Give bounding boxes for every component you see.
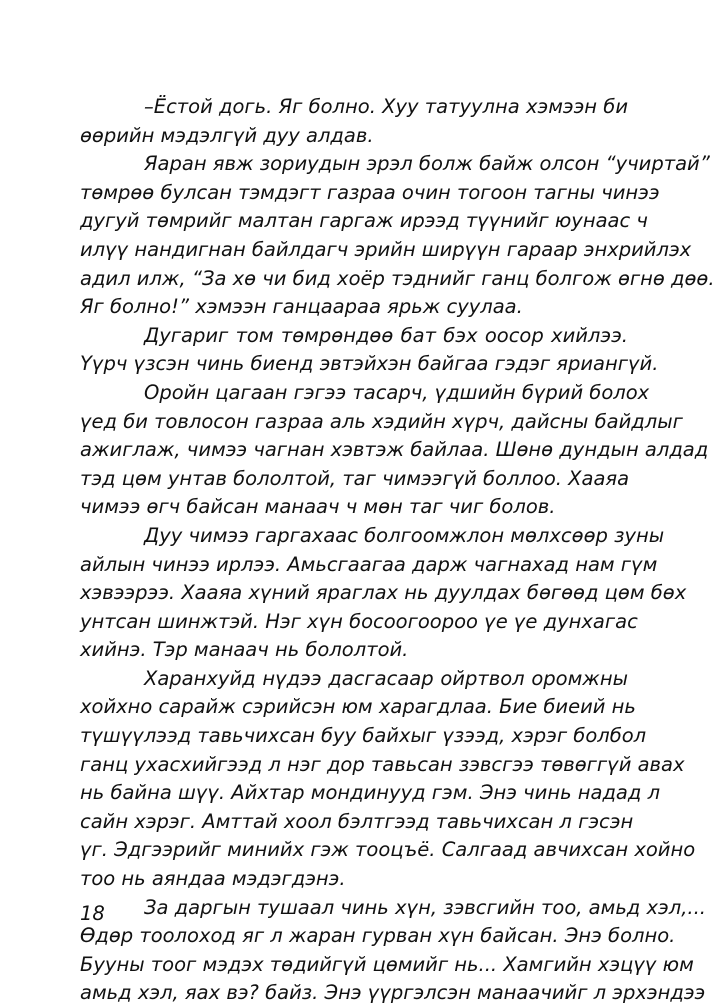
text-line: адил илж, “За хө чи бид хоёр тэднийг ганц болгож өгнө дөө.: [80, 266, 715, 290]
text-line: хэвээрээ. Хааяа хүний яраглах нь дуулдах бөгөөд цөм бөх: [80, 581, 687, 605]
paragraph: [80, 379, 709, 522]
text-line: дугуй төмрийг малтан гаргаж ирээд түүнийг юунаас ч: [80, 209, 648, 233]
text-line: үед би товлосон газраа аль хэдийн хүрч, дайсны байдлыг: [80, 409, 683, 433]
paragraph: [80, 894, 706, 1008]
text-line: Өдөр тоолоход яг л жаран гурван хүн байсан. Энэ болно.: [80, 924, 676, 948]
text-line: Харанхуйд нүдээ дасгасаар ойртвол оромжны: [144, 666, 628, 690]
text-line: Яг болно!” хэмээн ганцаараа ярьж суулаа.: [80, 295, 523, 319]
text-line: Бууны тоог мэдэх төдийгүй цөмийг нь... Хамгийн хэцүү юм: [80, 952, 694, 976]
text-line: За даргын тушаал чинь хүн, зэвсгийн тоо, амьд хэл,...: [144, 895, 706, 919]
text-line: илүү нандигнан байлдагч эрийн ширүүн гараар энхрийлэх: [80, 237, 692, 261]
text-line: хойхно сарайж сэрийсэн юм харагдлаа. Бие биеий нь: [80, 695, 636, 719]
text-line: Дугариг том төмрөндөө бат бэх оосор хийлээ.: [144, 323, 628, 347]
text-line: Дуу чимээ гаргахаас болгоомжлон мөлхсөөр зуны: [144, 523, 665, 547]
page-number: 18: [80, 902, 105, 925]
text-line: Оройн цагаан гэгээ тасарч, үдшийн бүрий болох: [144, 380, 650, 404]
text-line: –Ёстой догь. Яг болно. Хуу татуулна хэмээн би: [144, 95, 628, 118]
text-line: чимээ өгч байсан манаач ч мөн таг чиг болов.: [80, 495, 556, 519]
paragraph: [80, 150, 715, 322]
body-text: [80, 93, 715, 1008]
text-line: амьд хэл, яах вэ? байз. Энэ үүргэлсэн манаачийг л эрхэндээ: [80, 981, 706, 1005]
text-line: үг. Эдгээрийг минийх гэж тооцъё. Салгаад авчихсан хойно: [80, 838, 696, 862]
text-line: Яаран явж зориудын эрэл болж байж олсон “учиртай”: [144, 152, 710, 176]
text-line: айлын чинээ ирлээ. Амьсгаагаа дарж чагнахад нам гүм: [80, 552, 658, 576]
text-line: сайн хэрэг. Амттай хоол бэлтгээд тавьчихсан л гэсэн: [80, 809, 634, 833]
paragraph: [80, 522, 687, 665]
text-line: түшүүлээд тавьчихсан буу байхыг үзээд, хэрэг болбол: [80, 724, 647, 748]
text-line: ажиглаж, чимээ чагнан хэвтэж байлаа. Шөнө дундын алдад: [80, 438, 709, 462]
text-line: төмрөө булсан тэмдэгт газраа очин тогоон тагны чинээ: [80, 180, 660, 204]
text-line: өөрийн мэдэлгүй дуу алдав.: [80, 123, 374, 147]
text-line: ганц ухасхийгээд л нэг дор тавьсан зэвсгээ төвөггүй авах: [80, 752, 685, 776]
text-line: тэд цөм унтав бололтой, таг чимээгүй боллоо. Хааяа: [80, 466, 630, 490]
text-line: хийнэ. Тэр манаач нь бололтой.: [80, 638, 409, 662]
paragraph: [80, 665, 696, 894]
text-line: тоо нь аяндаа мэдэгдэнэ.: [80, 867, 346, 891]
paragraph: [80, 93, 628, 150]
text-line: унтсан шинжтэй. Нэг хүн босоогоороо үе үе дунхагас: [80, 609, 638, 633]
text-line: Үүрч үзсэн чинь биенд эвтэйхэн байгаа гэдэг яриангүй.: [80, 352, 659, 376]
paragraph: [80, 322, 659, 379]
text-line: нь байна шүү. Айхтар мондинууд гэм. Энэ чинь надад л: [80, 781, 661, 805]
